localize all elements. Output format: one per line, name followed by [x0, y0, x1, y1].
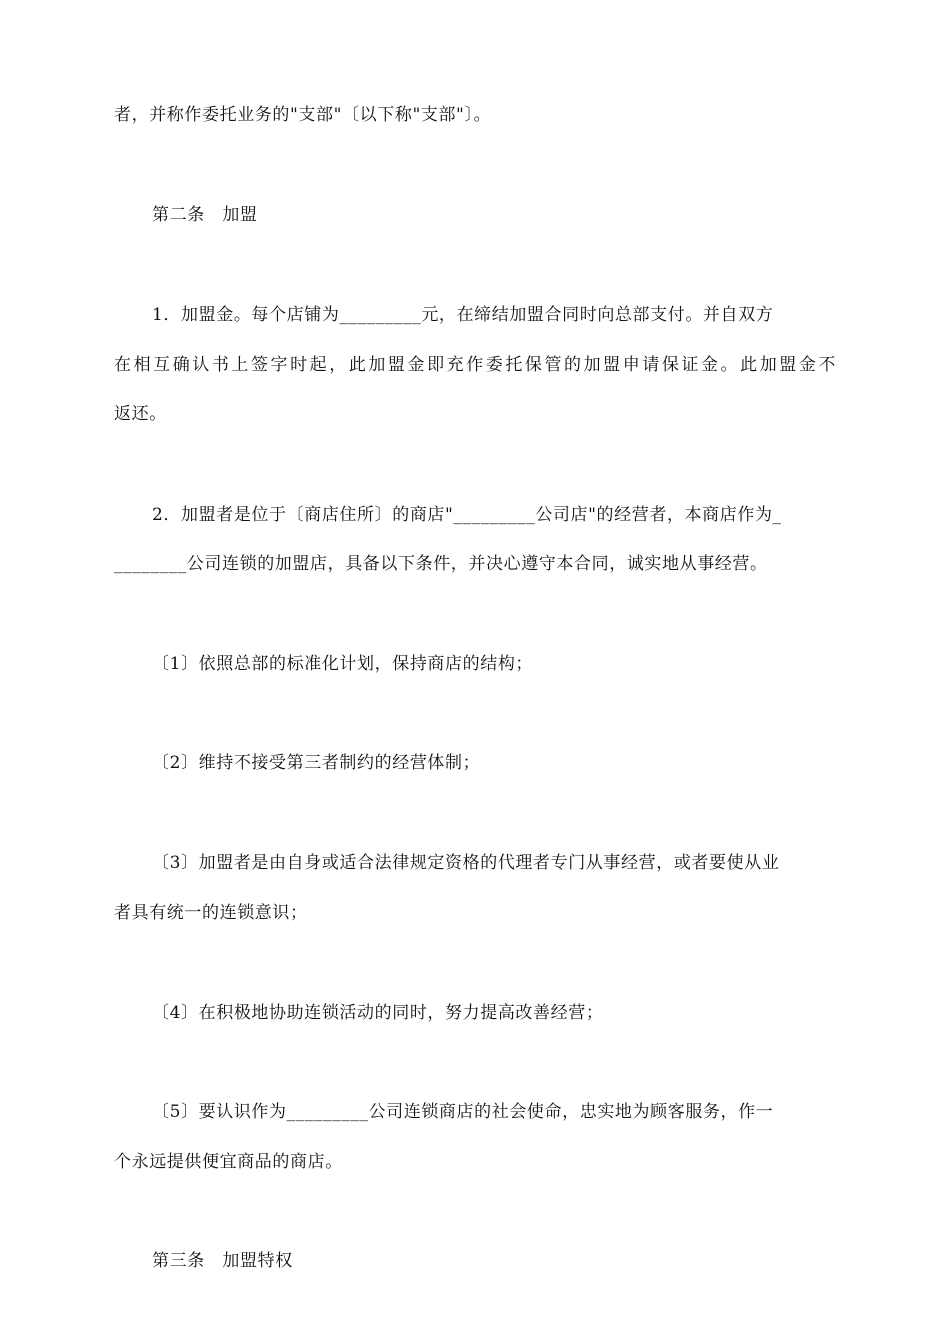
- clause-2-line-2: ________公司连锁的加盟店，具备以下条件，并决心遵守本合同，诚实地从事经营。: [114, 554, 768, 574]
- paragraph-line-branch-definition: 者，并称作委托业务的"支部"〔以下称"支部"〕。: [114, 105, 492, 125]
- clause-1-line-2: 在相互确认书上签字时起，此加盟金即充作委托保管的加盟申请保证金。此加盟金不: [114, 355, 836, 375]
- clause-2-line-1: 2．加盟者是位于〔商店住所〕的商店"_________公司店"的经营者，本商店作为_: [152, 505, 782, 525]
- condition-5-line-1: 〔5〕要认识作为_________公司连锁商店的社会使命，忠实地为顾客服务，作一: [152, 1102, 774, 1122]
- article-heading-3: 第三条 加盟特权: [152, 1251, 293, 1271]
- condition-4: 〔4〕在积极地协助连锁活动的同时，努力提高改善经营；: [152, 1003, 604, 1023]
- condition-1: 〔1〕依照总部的标准化计划，保持商店的结构；: [152, 654, 534, 674]
- condition-5-line-2: 个永远提供便宜商品的商店。: [114, 1152, 343, 1172]
- article-heading-2: 第二条 加盟: [152, 205, 258, 225]
- condition-2: 〔2〕维持不接受第三者制约的经营体制；: [152, 753, 481, 773]
- clause-1-line-1: 1．加盟金。每个店铺为_________元，在缔结加盟合同时向总部支付。并自双方: [152, 305, 774, 325]
- clause-1-line-3: 返还。: [114, 404, 167, 424]
- condition-3-line-2: 者具有统一的连锁意识；: [114, 903, 308, 923]
- condition-3-line-1: 〔3〕加盟者是由自身或适合法律规定资格的代理者专门从事经营，或者要使从业: [152, 853, 780, 873]
